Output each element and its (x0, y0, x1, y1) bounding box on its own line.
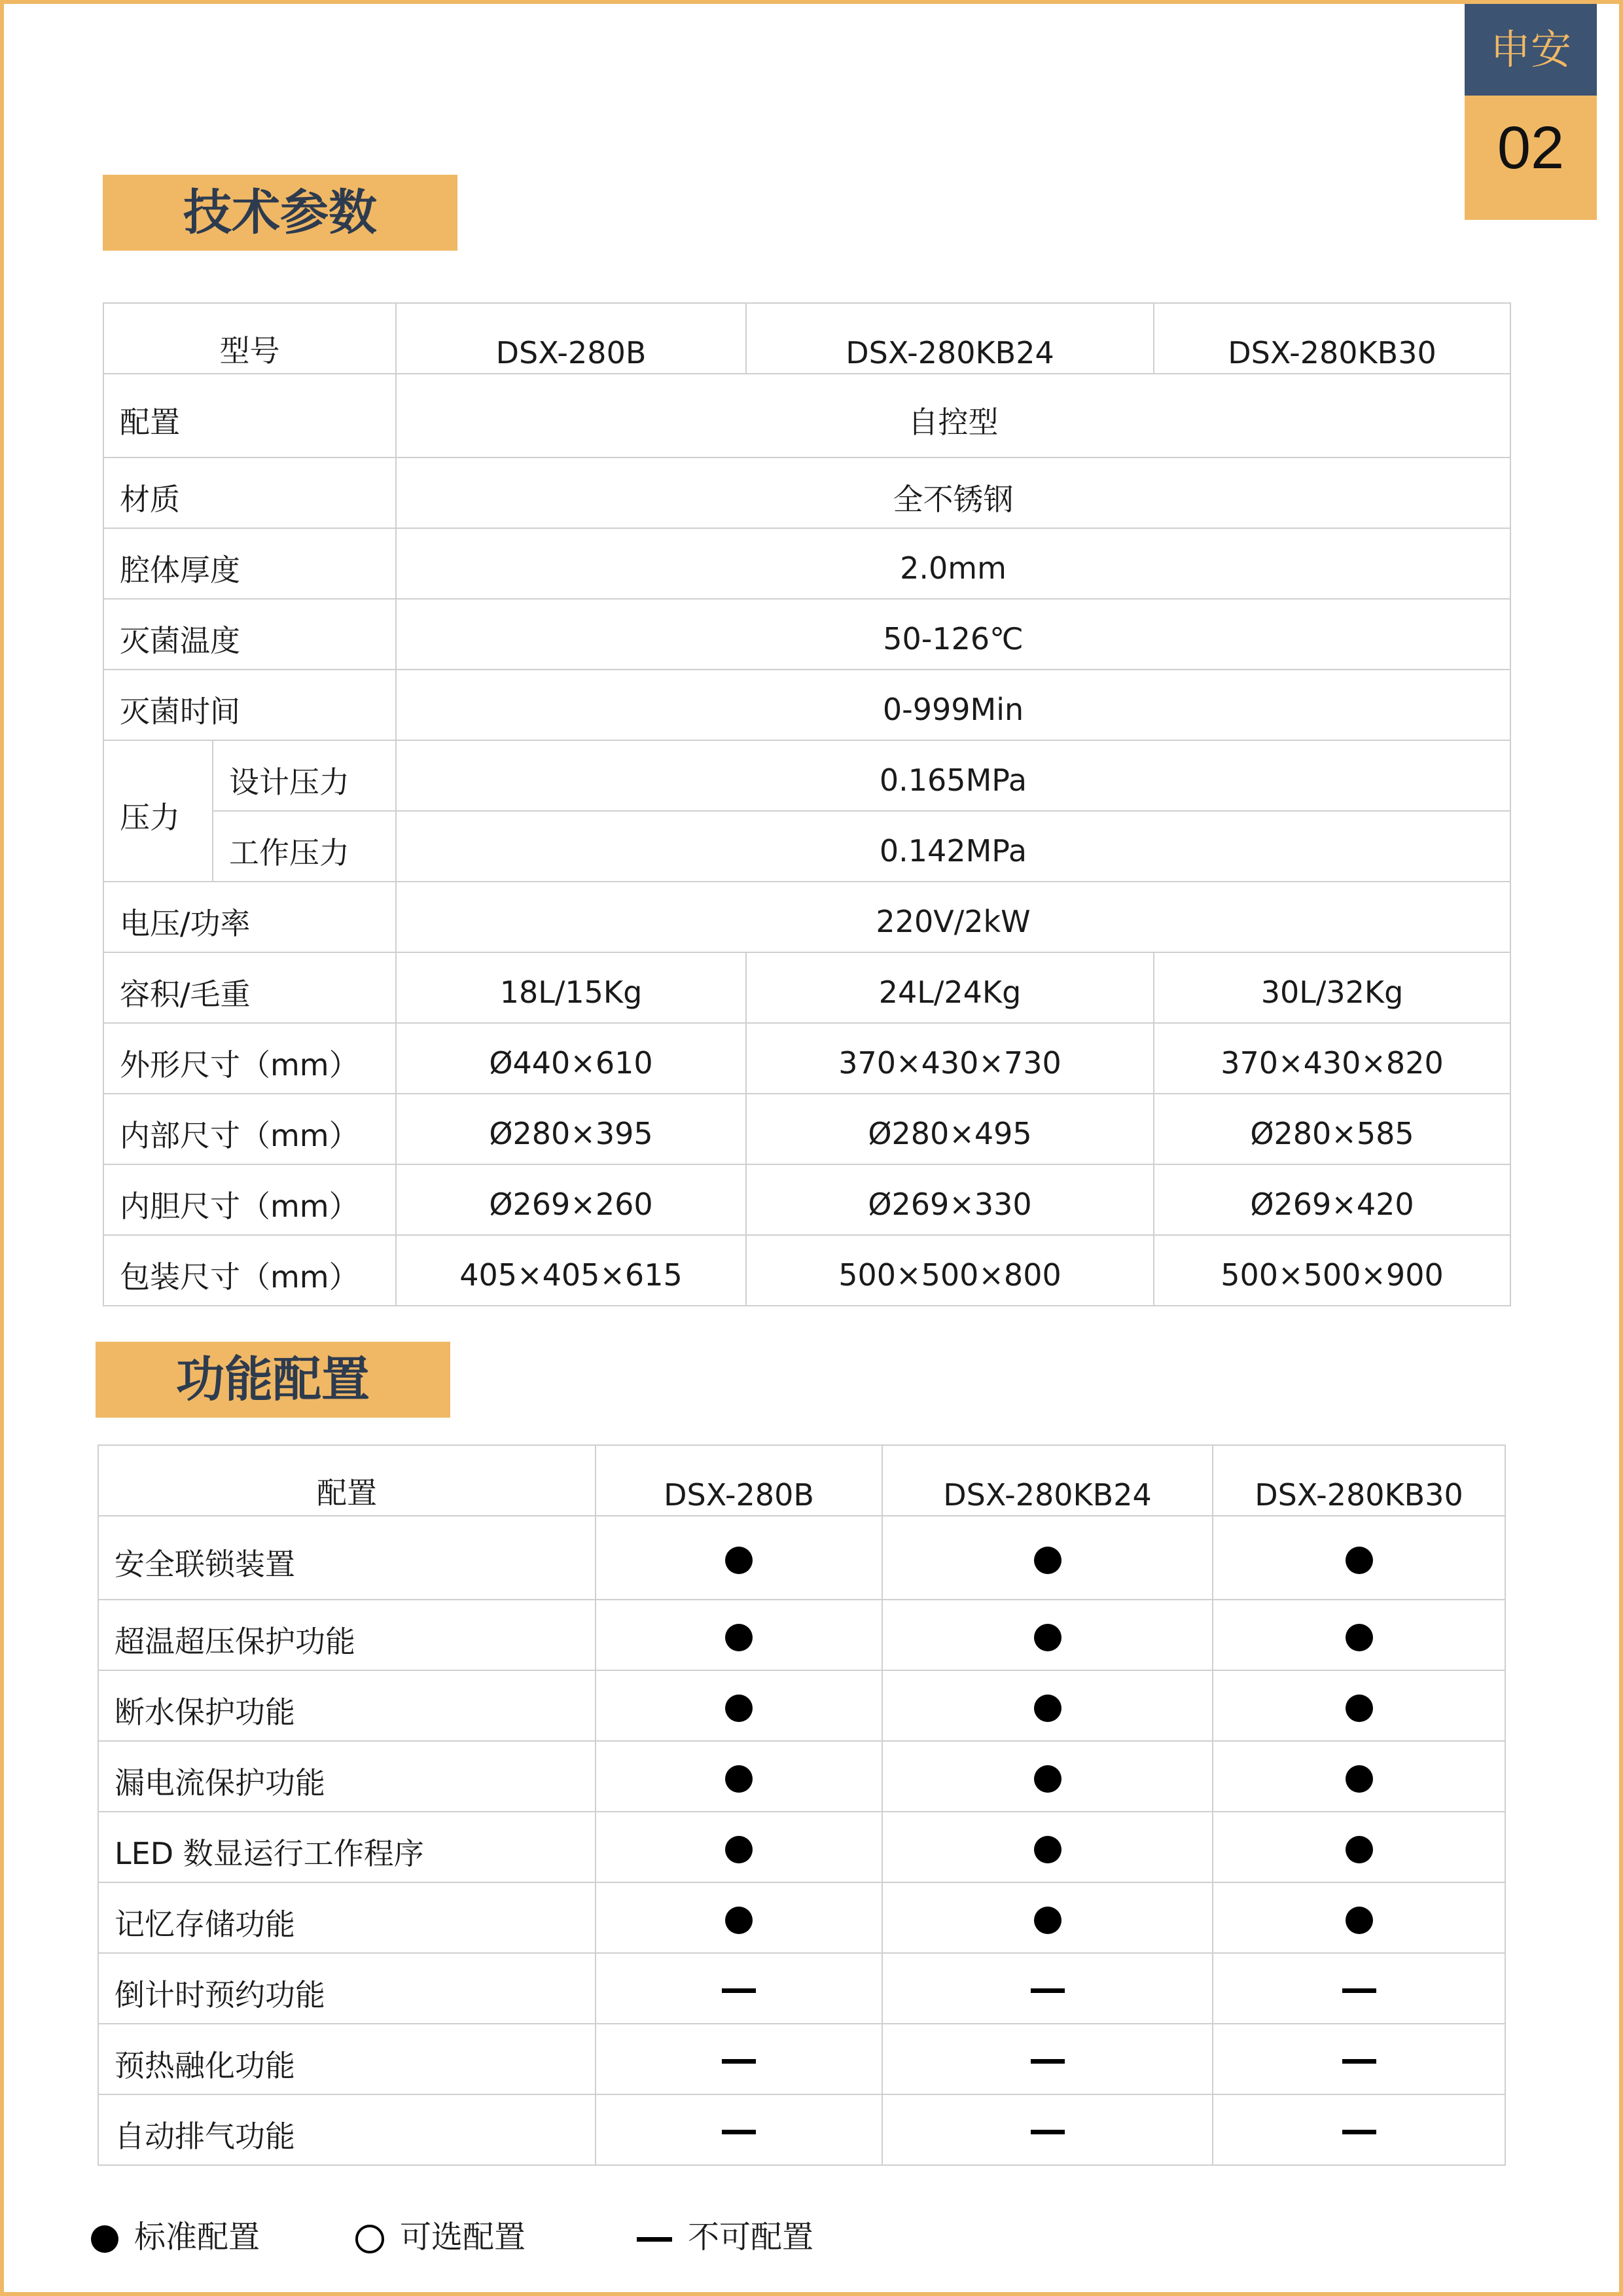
row-label: 配置 (103, 374, 396, 457)
feature-mark-cell (882, 1953, 1213, 2024)
feature-mark-cell (882, 1516, 1213, 1600)
cell-value: 500×500×800 (746, 1235, 1154, 1306)
feature-label: 自动排气功能 (98, 2094, 596, 2165)
features-header-col: DSX-280KB24 (882, 1445, 1213, 1516)
cell-value: 405×405×615 (396, 1235, 746, 1306)
feature-mark-cell (1213, 1670, 1505, 1741)
row-label: 内胆尺寸（mm） (103, 1164, 396, 1235)
spec-row-config (103, 374, 1510, 457)
feature-label: 漏电流保护功能 (98, 1741, 596, 1812)
cell-value: 370×430×820 (1154, 1023, 1510, 1094)
feature-mark-cell (596, 1953, 882, 2024)
filled-circle-icon (1346, 1547, 1373, 1574)
spec-row-package (103, 1235, 1510, 1306)
cell-value: Ø269×330 (746, 1164, 1154, 1235)
filled-circle-icon (1034, 1836, 1061, 1863)
row-label: 腔体厚度 (103, 528, 396, 599)
row-label: 灭菌温度 (103, 599, 396, 670)
cell-value: 30L/32Kg (1154, 952, 1510, 1023)
dash-icon (1031, 2059, 1065, 2064)
row-value: 0-999Min (396, 670, 1510, 740)
feature-row (98, 2024, 1505, 2094)
feature-mark-cell (596, 1812, 882, 1882)
feature-row (98, 1741, 1505, 1812)
filled-circle-icon (1346, 1765, 1373, 1793)
spec-row-inner (103, 1094, 1510, 1164)
filled-circle-icon (1034, 1765, 1061, 1793)
filled-circle-icon (725, 1836, 753, 1863)
filled-circle-icon (725, 1765, 753, 1793)
feature-mark-cell (1213, 2094, 1505, 2165)
cell-value: Ø269×420 (1154, 1164, 1510, 1235)
feature-mark-cell (1213, 2024, 1505, 2094)
feature-mark-cell (1213, 1516, 1505, 1600)
feature-row (98, 1600, 1505, 1670)
row-label: 灭菌时间 (103, 670, 396, 740)
spec-row-time (103, 670, 1510, 740)
dash-icon (1031, 2130, 1065, 2134)
dash-icon (1342, 1988, 1376, 1993)
filled-circle-icon (1034, 1695, 1061, 1722)
feature-label: 断水保护功能 (98, 1670, 596, 1741)
feature-mark-cell (596, 2024, 882, 2094)
cell-value: Ø269×260 (396, 1164, 746, 1235)
spec-row-temperature (103, 599, 1510, 670)
dash-icon (1342, 2130, 1376, 2134)
legend-unavailable-label: 不可配置 (688, 2219, 814, 2255)
features-section-title: 功能配置 (96, 1342, 450, 1418)
feature-label: 记忆存储功能 (98, 1882, 596, 1953)
feature-mark-cell (596, 1670, 882, 1741)
cell-value: Ø280×585 (1154, 1094, 1510, 1164)
row-value: 50-126℃ (396, 599, 1510, 670)
feature-mark-cell (882, 2094, 1213, 2165)
feature-label: 安全联锁装置 (98, 1516, 596, 1600)
features-header-config: 配置 (98, 1445, 596, 1516)
row-value: 2.0mm (396, 528, 1510, 599)
feature-label: 倒计时预约功能 (98, 1953, 596, 2024)
spec-row-volume (103, 952, 1510, 1023)
row-sublabel: 工作压力 (213, 811, 396, 882)
feature-mark-cell (882, 1600, 1213, 1670)
spec-row-voltage (103, 882, 1510, 952)
feature-row (98, 1516, 1505, 1600)
cell-value: 370×430×730 (746, 1023, 1154, 1094)
brand-tab (1465, 4, 1597, 220)
row-label: 容积/毛重 (103, 952, 396, 1023)
legend-standard (91, 2214, 260, 2261)
spec-row-work-pressure (103, 811, 1510, 882)
page-number: 02 (1465, 96, 1597, 220)
dash-icon (722, 2130, 756, 2134)
spec-header-row (103, 303, 1510, 374)
spec-row-outer (103, 1023, 1510, 1094)
cell-value: Ø280×395 (396, 1094, 746, 1164)
dash-icon (1031, 1988, 1065, 1993)
cell-value: 18L/15Kg (396, 952, 746, 1023)
filled-circle-icon (725, 1547, 753, 1574)
feature-label: LED 数显运行工作程序 (98, 1812, 596, 1882)
features-header-row (98, 1445, 1505, 1516)
row-label: 外形尺寸（mm） (103, 1023, 396, 1094)
spec-header-model: 型号 (103, 303, 396, 374)
cell-value: Ø440×610 (396, 1023, 746, 1094)
feature-row (98, 1953, 1505, 2024)
dash-icon (722, 2059, 756, 2064)
row-value: 自控型 (396, 374, 1510, 457)
row-label: 电压/功率 (103, 882, 396, 952)
feature-mark-cell (596, 2094, 882, 2165)
feature-mark-cell (882, 1812, 1213, 1882)
feature-row (98, 1812, 1505, 1882)
feature-mark-cell (1213, 1882, 1505, 1953)
spec-row-liner (103, 1164, 1510, 1235)
dash-icon (1342, 2059, 1376, 2064)
feature-mark-cell (596, 1741, 882, 1812)
filled-circle-icon (1034, 1907, 1061, 1934)
feature-row (98, 2094, 1505, 2165)
feature-label: 预热融化功能 (98, 2024, 596, 2094)
filled-circle-icon (1034, 1624, 1061, 1651)
feature-mark-cell (882, 1670, 1213, 1741)
filled-circle-icon (1346, 1836, 1373, 1863)
row-value: 0.142MPa (396, 811, 1510, 882)
feature-mark-cell (882, 1741, 1213, 1812)
dash-icon (722, 1988, 756, 1993)
feature-row (98, 1670, 1505, 1741)
feature-label: 超温超压保护功能 (98, 1600, 596, 1670)
spec-header-col: DSX-280KB30 (1154, 303, 1510, 374)
filled-circle-icon (725, 1907, 753, 1934)
spec-row-thickness (103, 528, 1510, 599)
row-value: 全不锈钢 (396, 457, 1510, 528)
spec-header-col: DSX-280B (396, 303, 746, 374)
legend-optional (355, 2214, 526, 2261)
spec-section-title: 技术参数 (103, 175, 457, 251)
filled-circle-icon (91, 2225, 118, 2253)
dash-icon (637, 2237, 672, 2242)
spec-row-design-pressure (103, 740, 1510, 811)
row-value: 220V/2kW (396, 882, 1510, 952)
feature-mark-cell (596, 1600, 882, 1670)
legend-unavailable (637, 2214, 813, 2261)
row-label: 包装尺寸（mm） (103, 1235, 396, 1306)
feature-mark-cell (882, 1882, 1213, 1953)
features-table (98, 1444, 1506, 2166)
feature-mark-cell (596, 1516, 882, 1600)
cell-value: Ø280×495 (746, 1094, 1154, 1164)
row-label: 内部尺寸（mm） (103, 1094, 396, 1164)
spec-table (103, 302, 1511, 1306)
feature-mark-cell (1213, 1812, 1505, 1882)
cell-value: 500×500×900 (1154, 1235, 1510, 1306)
spec-row-material (103, 457, 1510, 528)
filled-circle-icon (1034, 1547, 1061, 1574)
feature-mark-cell (882, 2024, 1213, 2094)
row-label: 材质 (103, 457, 396, 528)
legend-optional-label: 可选配置 (400, 2219, 526, 2255)
filled-circle-icon (725, 1624, 753, 1651)
row-value: 0.165MPa (396, 740, 1510, 811)
filled-circle-icon (1346, 1624, 1373, 1651)
legend-standard-label: 标准配置 (134, 2219, 260, 2255)
feature-mark-cell (1213, 1953, 1505, 2024)
feature-mark-cell (1213, 1741, 1505, 1812)
filled-circle-icon (1346, 1907, 1373, 1934)
feature-mark-cell (1213, 1600, 1505, 1670)
spec-header-col: DSX-280KB24 (746, 303, 1154, 374)
features-header-col: DSX-280KB30 (1213, 1445, 1505, 1516)
filled-circle-icon (1346, 1695, 1373, 1722)
cell-value: 24L/24Kg (746, 952, 1154, 1023)
row-label-pressure: 压力 (103, 740, 213, 882)
row-sublabel: 设计压力 (213, 740, 396, 811)
brand-name: 申安 (1465, 4, 1597, 96)
features-header-col: DSX-280B (596, 1445, 882, 1516)
legend (91, 2214, 942, 2261)
filled-circle-icon (725, 1695, 753, 1722)
feature-row (98, 1882, 1505, 1953)
feature-mark-cell (596, 1882, 882, 1953)
hollow-circle-icon (355, 2225, 384, 2253)
